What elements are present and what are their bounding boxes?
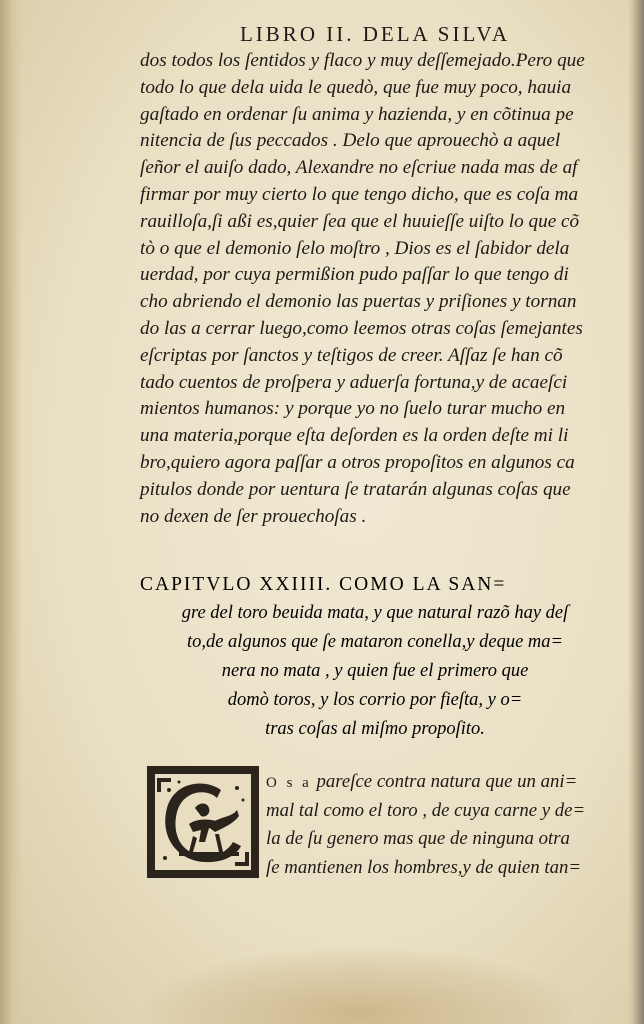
body-line: do las a cerrar luego,como leemos otras coſas ſemejantes [140, 317, 583, 339]
body-line: mal tal como el toro , de cuya carne y de= [266, 799, 586, 821]
body-line: tò o que el demonio ſelo moſtro , Dios es el ſabidor dela [140, 237, 570, 259]
chapter-title-line: tras coſas al miſmo propoſito. [265, 719, 485, 739]
body-line [266, 768, 616, 797]
body-line: cho abriendo el demonio las puertas y priſiones y tornan [140, 291, 577, 313]
page-gutter [0, 0, 22, 1024]
body-line: no dexen de ſer prouechoſas . [140, 505, 367, 527]
body-line: rauilloſa,ſi aßi es,quier ſea que el huuieſſe uiſto lo que cõ [140, 210, 580, 232]
water-stain [150, 950, 570, 1024]
page-edge [628, 0, 644, 1024]
body-line: tado cuentos de proſpera y aduerſa fortuna,y de acaeſci [140, 371, 568, 393]
body-line: uerdad, por cuya permißion pudo paſſar lo que tengo di [140, 264, 569, 286]
chapter-title-line: domò toros, y los corrio por fieſta, y o= [227, 690, 523, 710]
opening-paragraph [266, 768, 616, 882]
body-line: bro,quiero agora paſſar a otros propoſitos en algunos ca [140, 451, 575, 473]
chapter-title-line: nera no mata , y quien fue el primero que [221, 661, 529, 681]
decorated-initial [147, 766, 259, 878]
first-word: O s a [266, 775, 312, 791]
running-header: LIBRO II. DELA SILVA [239, 22, 510, 46]
body-line: eſcriptas por ſanctos y teſtigos de creer. Aſſaz ſe han cõ [140, 344, 563, 366]
first-line-rest: pareſce contra natura que un ani= [311, 771, 578, 792]
body-line: ſe mantienen los hombres,y de quien tan= [266, 856, 582, 878]
body-text [140, 48, 610, 530]
body-line: dos todos los ſentidos y flaco y muy deſſemejado.Pero que [140, 50, 585, 71]
chapter-title-block [140, 570, 610, 744]
body-line: gaſtado en ordenar ſu anima y hazienda, y en cõtinua pe [140, 103, 574, 125]
body-line: nitencia de ſus peccados . Delo que aprouechò a aquel [140, 130, 561, 152]
woodcut-initial-icon [149, 768, 257, 876]
body-line: firmar por muy cierto lo que tengo dicho, que es coſa ma [140, 183, 579, 205]
body-line: mientos humanos: y porque yo no ſuelo turar mucho en [140, 398, 566, 420]
body-line: todo lo que dela uida le quedò, que fue muy poco, hauia [140, 76, 572, 98]
chapter-title-line: gre del toro beuida mata, y que natural razõ hay deſ [181, 603, 569, 623]
chapter-heading: CAPITVLO XXIIII. COMO LA SAN= [140, 574, 507, 595]
body-line: una materia,porque eſta deſorden es la orden deſte mi li [140, 425, 569, 447]
body-line: ſeñor el auiſo dado, Alexandre no eſcriue nada mas de af [140, 157, 578, 179]
chapter-title-line: to,de algunos que ſe mataron conella,y deque ma= [186, 632, 564, 652]
body-line: pitulos donde por uentura ſe tratarán algunas coſas que [140, 478, 571, 500]
body-line: la de ſu genero mas que de ninguna otra [266, 828, 570, 849]
